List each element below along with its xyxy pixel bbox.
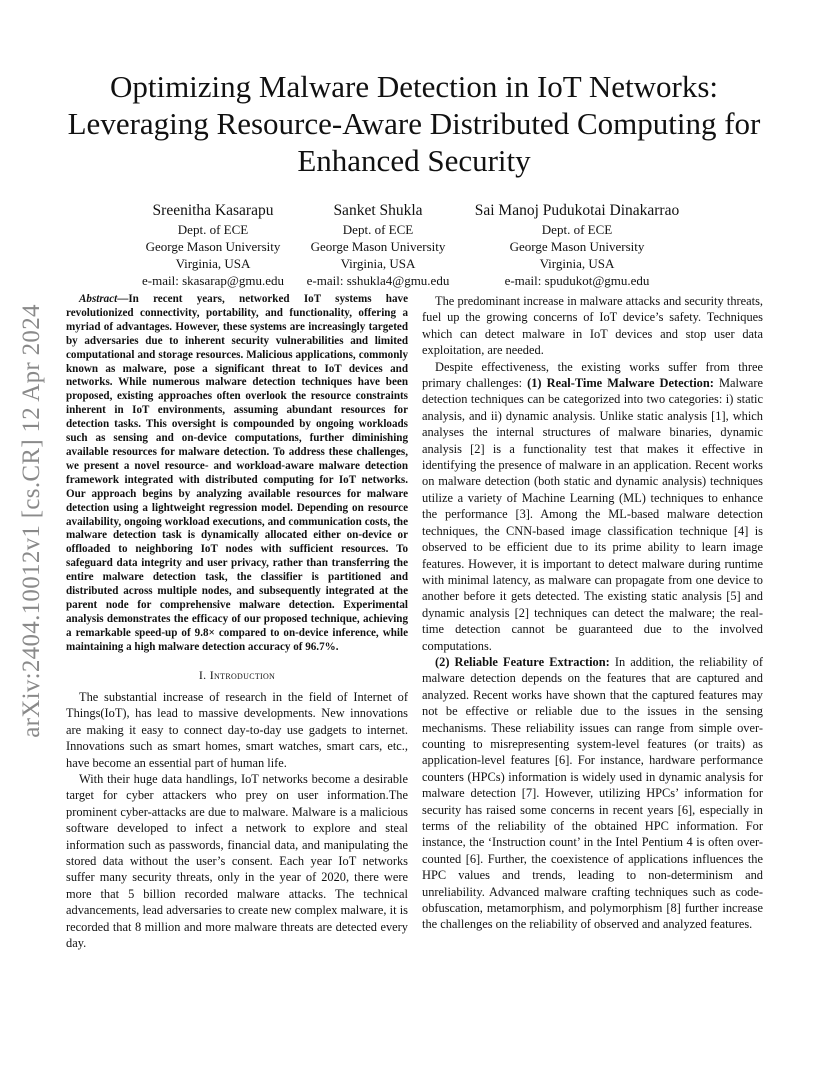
author-name: Sreenitha Kasarapu	[152, 202, 274, 219]
author-location: Virginia, USA	[539, 256, 615, 271]
author-name: Sai Manoj Pudukotai Dinakarrao	[474, 202, 680, 219]
author-dept: Dept. of ECE	[342, 222, 414, 237]
abstract	[66, 293, 408, 655]
p2-lead: Despite effectiveness, the existing works suffer from three primary challenges:	[422, 359, 763, 391]
section-heading-introduction	[66, 667, 408, 683]
author-3	[460, 201, 694, 289]
author-university: George Mason University	[509, 239, 645, 254]
challenge-2-heading: (2) Reliable Feature Extraction:	[435, 654, 610, 669]
right-column	[422, 293, 763, 933]
author-location: Virginia, USA	[175, 256, 251, 271]
author-university: George Mason University	[310, 239, 446, 254]
intro-paragraph-1: The substantial increase of research in the field of Internet of Things(IoT), has lead to massive developments. New innovations are making it easy to connect day-to-day use gadgets to internet. Innovations such as smart homes, smart watches, smart cars, etc., have become an essential part of human life.	[66, 689, 408, 770]
author-location: Virginia, USA	[340, 256, 416, 271]
author-email: e-mail: spudukot@gmu.edu	[504, 273, 650, 288]
author-name: Sanket Shukla	[333, 202, 423, 219]
right-paragraph-1: The predominant increase in malware attacks and security threats, fuel up the growing concerns of IoT device’s safety. Techniques which can detect malware in IoT devices and stop user data exploitation, are needed.	[422, 294, 763, 358]
author-dept: Dept. of ECE	[177, 222, 249, 237]
right-paragraph-3	[422, 654, 763, 933]
arxiv-sidebar	[10, 286, 54, 756]
challenge-1-heading: (1) Real-Time Malware Detection:	[527, 376, 714, 391]
author-2	[298, 201, 458, 289]
author-1	[125, 201, 301, 289]
section-number: I.	[198, 667, 207, 682]
section-title: Introduction	[209, 667, 276, 682]
p3-body: In addition, the reliability of malware detection depends on the features that are captured and analyzed. Recent works have shown that the captured features may not be effective or reliable due to the issues in the sensing mechanisms. These reliability issues can range from simple over-counting to misrepresenting system-level features (or traits) as application-level features [6]. For instance, hardware performance counters (HPCs) information is widely used in dynamic analysis for malware detection [7]. However, utilizing HPCs’ information for security has raised some concerns in recent years [6], especially in terms of the reliability of the obtained HPC information. For instance, the ‘Instruction count’ in the Intel Pentium 4 is often over-counted [6]. Further, the coexistence of applications influences the HPC values and trends, leading to non-determinism and unreliability. Advanced malware crafting techniques such as code-obfuscation, metamorphism, and polymorphism [8] further increase the challenges on the reliability of observed and analyzed features.	[422, 654, 763, 932]
right-paragraph-2	[422, 359, 763, 654]
abstract-label: Abstract	[79, 293, 118, 305]
left-column	[66, 293, 408, 951]
arxiv-identifier: arXiv:2404.10012v1 [cs.CR] 12 Apr 2024	[18, 304, 45, 738]
p2-body: Malware detection techniques can be categorized into two categories: i) static analysis, and ii) dynamic analysis. Unlike static analysis [1], which analyses the internal structures of malware binaries, dynamic analysis [2] is a functionality test that makes it effective in identifying the presence of malware in an application. Recent works on malware detection (both static and dynamic analysis) techniques utilize a variety of Machine Learning (ML) techniques to enhance the performance [3]. Among the ML-based malware detection techniques, the CNN-based image classification technique [4] is observed to be efficient due to its prime ability to learn image features. However, it is important to detect malware during runtime with minimal latency, as malware can propagate from one device to another before it gets detected. The existing static analysis [5] and dynamic analysis [2] techniques can detect the malware; the real-time detection cannot be guaranteed due to the involved computations.	[422, 376, 763, 653]
paper-title: Optimizing Malware Detection in IoT Networks: Leveraging Resource-Aware Distributed Computing for Enhanced Security	[67, 69, 761, 178]
author-email: e-mail: sshukla4@gmu.edu	[306, 273, 450, 288]
author-university: George Mason University	[145, 239, 281, 254]
intro-paragraph-2: With their huge data handlings, IoT networks become a desirable target for cyber attackers who prey on user information.The prominent cyber-attacks are due to malware. Malware is a malicious software developed to infect a network to explore and steal information such as passwords, financial data, and manipulating the stored data without the user’s consent. Each year IoT networks suffer many security threats, only in the year of 2020, there were more that 5 billion recorded malware attacks. The technical advancements, lead adversaries to create new complex malware, it is recorded that 8 million and more malware threats are detected every day.	[66, 772, 408, 951]
author-dept: Dept. of ECE	[541, 222, 613, 237]
author-email: e-mail: skasarap@gmu.edu	[142, 273, 284, 288]
abstract-text: —In recent years, networked IoT systems have revolutionized connectivity, portability, and functionality, offering a myriad of advantages. However, these systems are increasingly targeted by adversaries due to inherent security vulnerabilities and limited computational and storage resources. Malicious applications, commonly known as malware, pose a significant threat to IoT devices and networks. While numerous malware detection techniques have been proposed, existing approaches often overlook the resource constraints inherent in IoT environments, assuming abundant resources for detection tasks. This oversight is compounded by ongoing workloads such as sensing and on-device computations, further diminishing available resources for malware detection. To address these challenges, we present a novel resource- and workload-aware malware detection framework integrated with distributed computing for IoT networks. Our approach begins by analyzing available resources for malware detection using a lightweight regression model. Depending on resource availability, ongoing workload executions, and communication costs, the malware detection task is dynamically allocated either on-device or offloaded to neighboring IoT nodes with sufficient resources. To safeguard data integrity and user privacy, rather than transferring the entire malware detection task, the classifier is partitioned and distributed across multiple nodes, and subsequently integrated at the parent node for comprehensive malware detection. Experimental analysis demonstrates the efficacy of our proposed technique, achieving a remarkable speed-up of 9.8× compared to on-device inference, while maintaining a high malware detection accuracy of 96.7%.	[66, 293, 408, 653]
